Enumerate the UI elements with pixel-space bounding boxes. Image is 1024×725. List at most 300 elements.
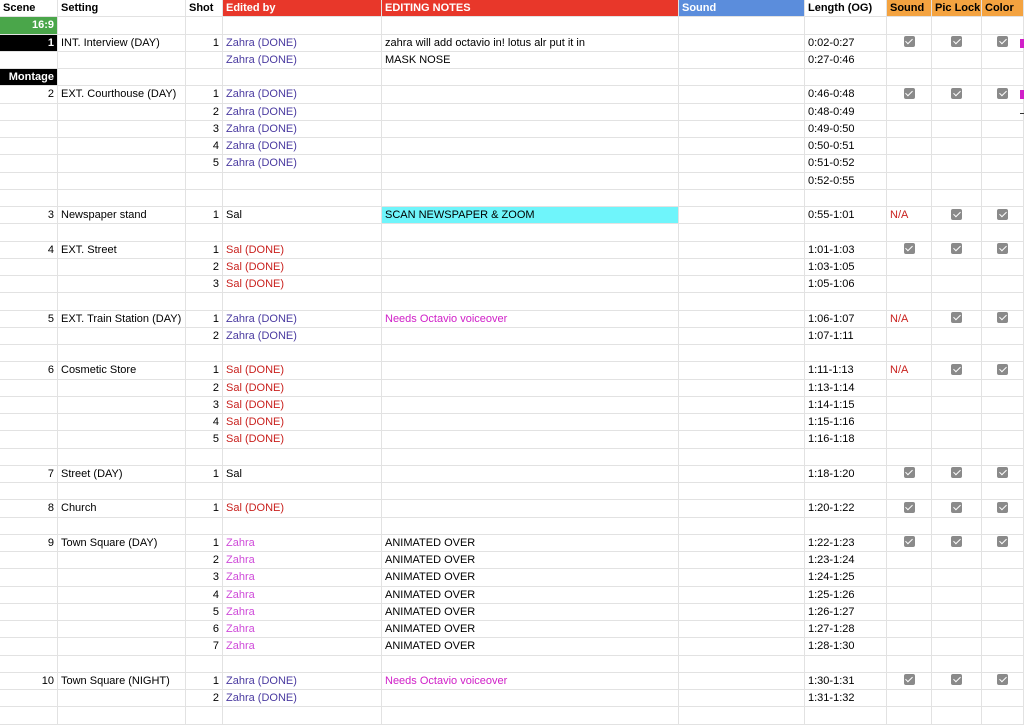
sound-cell[interactable] (887, 431, 932, 448)
sound-cell[interactable] (887, 707, 932, 724)
pic-lock-cell[interactable] (932, 104, 982, 121)
shot-number-cell[interactable] (186, 518, 223, 535)
setting-cell[interactable] (58, 259, 186, 276)
scene-number-cell[interactable] (0, 397, 58, 414)
setting-cell[interactable] (58, 138, 186, 155)
pic-lock-cell[interactable] (932, 466, 982, 483)
length-cell[interactable]: 0:51-0:52 (805, 155, 887, 172)
header-sound[interactable]: Sound (887, 0, 932, 17)
sound-cell[interactable] (887, 518, 932, 535)
sound-notes-cell[interactable] (679, 604, 805, 621)
edited-by-cell[interactable]: Sal (DONE) (223, 397, 382, 414)
length-cell[interactable]: 1:27-1:28 (805, 621, 887, 638)
sound-cell[interactable] (887, 449, 932, 466)
shot-number-cell[interactable]: 1 (186, 35, 223, 52)
color-cell[interactable] (982, 362, 1024, 379)
editing-notes-cell[interactable] (382, 121, 679, 138)
pic-lock-cell[interactable] (932, 690, 982, 707)
setting-cell[interactable] (58, 638, 186, 655)
scene-number-cell[interactable] (0, 345, 58, 362)
shot-number-cell[interactable]: 2 (186, 259, 223, 276)
pic-lock-cell[interactable] (932, 431, 982, 448)
sound-cell[interactable] (887, 483, 932, 500)
scene-number-cell[interactable]: 2 (0, 86, 58, 103)
sound-notes-cell[interactable] (679, 259, 805, 276)
editing-notes-cell[interactable] (382, 431, 679, 448)
sound-notes-cell[interactable] (679, 104, 805, 121)
color-cell[interactable] (982, 466, 1024, 483)
header-length[interactable]: Length (OG) (805, 0, 887, 17)
pic-lock-checkbox[interactable] (951, 88, 962, 99)
sound-cell[interactable]: N/A (887, 362, 932, 379)
sound-notes-cell[interactable] (679, 52, 805, 69)
scene-number-cell[interactable] (0, 431, 58, 448)
length-cell[interactable]: 0:46-0:48 (805, 86, 887, 103)
scene-number-cell[interactable] (0, 138, 58, 155)
shot-number-cell[interactable]: 1 (186, 673, 223, 690)
group-tag-label[interactable]: 16:9 (0, 17, 58, 34)
edited-by-cell[interactable]: Sal (223, 207, 382, 224)
length-cell[interactable]: 1:30-1:31 (805, 673, 887, 690)
setting-cell[interactable] (58, 656, 186, 673)
color-cell[interactable] (982, 483, 1024, 500)
editing-notes-cell[interactable]: ANIMATED OVER (382, 535, 679, 552)
length-cell[interactable]: 1:31-1:32 (805, 690, 887, 707)
setting-cell[interactable] (58, 121, 186, 138)
empty-cell[interactable] (58, 69, 186, 86)
sound-checkbox[interactable] (904, 502, 915, 513)
sound-cell[interactable] (887, 690, 932, 707)
color-cell[interactable] (982, 259, 1024, 276)
shot-number-cell[interactable]: 1 (186, 311, 223, 328)
edited-by-cell[interactable]: Zahra (DONE) (223, 138, 382, 155)
pic-lock-cell[interactable] (932, 604, 982, 621)
pic-lock-cell[interactable] (932, 173, 982, 190)
sound-cell[interactable] (887, 397, 932, 414)
editing-notes-cell[interactable]: ANIMATED OVER (382, 552, 679, 569)
setting-cell[interactable] (58, 328, 186, 345)
shot-number-cell[interactable]: 1 (186, 86, 223, 103)
length-cell[interactable]: 0:52-0:55 (805, 173, 887, 190)
editing-notes-cell[interactable] (382, 449, 679, 466)
color-checkbox[interactable] (997, 312, 1008, 323)
pic-lock-cell[interactable] (932, 673, 982, 690)
edited-by-cell[interactable]: Sal (DONE) (223, 380, 382, 397)
sound-checkbox[interactable] (904, 243, 915, 254)
sound-cell[interactable] (887, 35, 932, 52)
edited-by-cell[interactable]: Zahra (DONE) (223, 52, 382, 69)
scene-number-cell[interactable] (0, 483, 58, 500)
sound-notes-cell[interactable] (679, 86, 805, 103)
sound-cell[interactable] (887, 345, 932, 362)
scene-number-cell[interactable] (0, 621, 58, 638)
shot-number-cell[interactable] (186, 173, 223, 190)
sound-notes-cell[interactable] (679, 242, 805, 259)
scene-number-cell[interactable] (0, 638, 58, 655)
scene-number-cell[interactable] (0, 518, 58, 535)
edited-by-cell[interactable]: Zahra (DONE) (223, 690, 382, 707)
empty-cell[interactable] (58, 17, 186, 34)
sound-cell[interactable] (887, 190, 932, 207)
editing-notes-cell[interactable] (382, 173, 679, 190)
length-cell[interactable]: 1:06-1:07 (805, 311, 887, 328)
header-sound-notes[interactable]: Sound (679, 0, 805, 17)
scene-number-cell[interactable] (0, 52, 58, 69)
sound-notes-cell[interactable] (679, 587, 805, 604)
sound-cell[interactable] (887, 656, 932, 673)
editing-notes-cell[interactable]: SCAN NEWSPAPER & ZOOM (382, 207, 679, 224)
color-cell[interactable] (982, 604, 1024, 621)
sound-cell[interactable] (887, 500, 932, 517)
color-cell[interactable] (982, 414, 1024, 431)
color-cell[interactable] (982, 397, 1024, 414)
shot-number-cell[interactable]: 4 (186, 414, 223, 431)
empty-cell[interactable] (223, 69, 382, 86)
empty-cell[interactable] (679, 17, 805, 34)
pic-lock-cell[interactable] (932, 276, 982, 293)
sound-notes-cell[interactable] (679, 345, 805, 362)
pic-lock-cell[interactable] (932, 483, 982, 500)
length-cell[interactable] (805, 518, 887, 535)
editing-notes-cell[interactable] (382, 259, 679, 276)
pic-lock-cell[interactable] (932, 35, 982, 52)
empty-cell[interactable] (932, 69, 982, 86)
empty-cell[interactable] (382, 17, 679, 34)
sound-notes-cell[interactable] (679, 638, 805, 655)
pic-lock-cell[interactable] (932, 707, 982, 724)
sound-cell[interactable] (887, 380, 932, 397)
length-cell[interactable] (805, 707, 887, 724)
sound-notes-cell[interactable] (679, 518, 805, 535)
color-cell[interactable] (982, 207, 1024, 224)
length-cell[interactable]: 1:16-1:18 (805, 431, 887, 448)
sound-cell[interactable] (887, 414, 932, 431)
sound-checkbox[interactable] (904, 88, 915, 99)
empty-cell[interactable] (223, 17, 382, 34)
empty-cell[interactable] (679, 69, 805, 86)
color-cell[interactable] (982, 242, 1024, 259)
pic-lock-cell[interactable] (932, 345, 982, 362)
shot-number-cell[interactable] (186, 483, 223, 500)
color-cell[interactable] (982, 104, 1024, 121)
shot-number-cell[interactable]: 7 (186, 638, 223, 655)
shot-number-cell[interactable]: 1 (186, 242, 223, 259)
scene-number-cell[interactable] (0, 104, 58, 121)
empty-cell[interactable] (932, 17, 982, 34)
sound-cell[interactable] (887, 276, 932, 293)
editing-notes-cell[interactable] (382, 328, 679, 345)
color-cell[interactable] (982, 155, 1024, 172)
pic-lock-cell[interactable] (932, 207, 982, 224)
setting-cell[interactable]: EXT. Street (58, 242, 186, 259)
pic-lock-checkbox[interactable] (951, 36, 962, 47)
pic-lock-cell[interactable] (932, 380, 982, 397)
sound-notes-cell[interactable] (679, 690, 805, 707)
shot-number-cell[interactable] (186, 656, 223, 673)
editing-notes-cell[interactable] (382, 466, 679, 483)
color-cell[interactable] (982, 587, 1024, 604)
pic-lock-cell[interactable] (932, 328, 982, 345)
pic-lock-cell[interactable] (932, 311, 982, 328)
shot-number-cell[interactable]: 2 (186, 380, 223, 397)
sound-cell[interactable]: N/A (887, 311, 932, 328)
color-checkbox[interactable] (997, 88, 1008, 99)
shot-number-cell[interactable]: 1 (186, 466, 223, 483)
setting-cell[interactable] (58, 569, 186, 586)
color-cell[interactable] (982, 431, 1024, 448)
editing-notes-cell[interactable] (382, 155, 679, 172)
length-cell[interactable] (805, 293, 887, 310)
setting-cell[interactable]: INT. Interview (DAY) (58, 35, 186, 52)
length-cell[interactable] (805, 483, 887, 500)
sound-cell[interactable] (887, 155, 932, 172)
shot-number-cell[interactable] (186, 707, 223, 724)
editing-notes-cell[interactable] (382, 86, 679, 103)
sound-cell[interactable] (887, 587, 932, 604)
edited-by-cell[interactable]: Sal (DONE) (223, 414, 382, 431)
color-checkbox[interactable] (997, 36, 1008, 47)
setting-cell[interactable] (58, 414, 186, 431)
edited-by-cell[interactable] (223, 173, 382, 190)
pic-lock-cell[interactable] (932, 86, 982, 103)
sound-notes-cell[interactable] (679, 431, 805, 448)
length-cell[interactable] (805, 656, 887, 673)
setting-cell[interactable]: Street (DAY) (58, 466, 186, 483)
pic-lock-cell[interactable] (932, 500, 982, 517)
editing-notes-cell[interactable] (382, 138, 679, 155)
color-cell[interactable] (982, 293, 1024, 310)
color-cell[interactable] (982, 311, 1024, 328)
color-cell[interactable] (982, 86, 1024, 103)
length-cell[interactable]: 0:55-1:01 (805, 207, 887, 224)
shot-number-cell[interactable] (186, 224, 223, 241)
color-checkbox[interactable] (997, 243, 1008, 254)
sound-notes-cell[interactable] (679, 466, 805, 483)
shot-number-cell[interactable]: 4 (186, 587, 223, 604)
shot-number-cell[interactable]: 1 (186, 362, 223, 379)
length-cell[interactable]: 1:25-1:26 (805, 587, 887, 604)
pic-lock-cell[interactable] (932, 656, 982, 673)
editing-notes-cell[interactable]: ANIMATED OVER (382, 587, 679, 604)
length-cell[interactable] (805, 224, 887, 241)
pic-lock-cell[interactable] (932, 587, 982, 604)
sound-notes-cell[interactable] (679, 569, 805, 586)
edited-by-cell[interactable] (223, 449, 382, 466)
editing-notes-cell[interactable] (382, 414, 679, 431)
editing-notes-cell[interactable]: ANIMATED OVER (382, 604, 679, 621)
editing-notes-cell[interactable] (382, 242, 679, 259)
shot-number-cell[interactable]: 3 (186, 569, 223, 586)
setting-cell[interactable] (58, 52, 186, 69)
sound-notes-cell[interactable] (679, 35, 805, 52)
editing-notes-cell[interactable]: MASK NOSE (382, 52, 679, 69)
setting-cell[interactable] (58, 431, 186, 448)
editing-notes-cell[interactable] (382, 397, 679, 414)
shot-number-cell[interactable] (186, 449, 223, 466)
editing-notes-cell[interactable] (382, 104, 679, 121)
pic-lock-checkbox[interactable] (951, 467, 962, 478)
editing-notes-cell[interactable]: Needs Octavio voiceover (382, 673, 679, 690)
editing-notes-cell[interactable] (382, 483, 679, 500)
scene-number-cell[interactable] (0, 656, 58, 673)
scene-number-cell[interactable] (0, 259, 58, 276)
pic-lock-cell[interactable] (932, 293, 982, 310)
sound-cell[interactable] (887, 242, 932, 259)
sound-cell[interactable] (887, 121, 932, 138)
length-cell[interactable]: 1:01-1:03 (805, 242, 887, 259)
color-cell[interactable] (982, 224, 1024, 241)
setting-cell[interactable]: Newspaper stand (58, 207, 186, 224)
setting-cell[interactable] (58, 104, 186, 121)
sound-notes-cell[interactable] (679, 397, 805, 414)
header-shot[interactable]: Shot (186, 0, 223, 17)
sound-notes-cell[interactable] (679, 190, 805, 207)
scene-number-cell[interactable] (0, 569, 58, 586)
sound-notes-cell[interactable] (679, 328, 805, 345)
scene-number-cell[interactable]: 9 (0, 535, 58, 552)
pic-lock-cell[interactable] (932, 638, 982, 655)
edited-by-cell[interactable]: Zahra (223, 587, 382, 604)
setting-cell[interactable]: EXT. Courthouse (DAY) (58, 86, 186, 103)
pic-lock-cell[interactable] (932, 138, 982, 155)
header-pic-lock[interactable]: Pic Lock (932, 0, 982, 17)
empty-cell[interactable] (382, 69, 679, 86)
sound-cell[interactable] (887, 552, 932, 569)
pic-lock-cell[interactable] (932, 397, 982, 414)
editing-notes-cell[interactable]: ANIMATED OVER (382, 621, 679, 638)
length-cell[interactable]: 0:02-0:27 (805, 35, 887, 52)
sound-cell[interactable] (887, 224, 932, 241)
sound-notes-cell[interactable] (679, 155, 805, 172)
pic-lock-checkbox[interactable] (951, 502, 962, 513)
scene-number-cell[interactable] (0, 276, 58, 293)
length-cell[interactable]: 1:26-1:27 (805, 604, 887, 621)
setting-cell[interactable] (58, 587, 186, 604)
edited-by-cell[interactable]: Zahra (DONE) (223, 104, 382, 121)
length-cell[interactable]: 0:48-0:49 (805, 104, 887, 121)
edited-by-cell[interactable]: Zahra (223, 604, 382, 621)
setting-cell[interactable] (58, 293, 186, 310)
pic-lock-cell[interactable] (932, 121, 982, 138)
color-cell[interactable] (982, 138, 1024, 155)
editing-notes-cell[interactable] (382, 380, 679, 397)
sound-checkbox[interactable] (904, 536, 915, 547)
setting-cell[interactable] (58, 276, 186, 293)
edited-by-cell[interactable]: Zahra (DONE) (223, 35, 382, 52)
color-cell[interactable] (982, 518, 1024, 535)
shot-number-cell[interactable]: 5 (186, 155, 223, 172)
editing-notes-cell[interactable] (382, 224, 679, 241)
pic-lock-cell[interactable] (932, 449, 982, 466)
color-cell[interactable] (982, 328, 1024, 345)
setting-cell[interactable] (58, 552, 186, 569)
setting-cell[interactable] (58, 397, 186, 414)
color-cell[interactable] (982, 345, 1024, 362)
edited-by-cell[interactable]: Sal (DONE) (223, 242, 382, 259)
shot-number-cell[interactable] (186, 345, 223, 362)
color-checkbox[interactable] (997, 502, 1008, 513)
shot-number-cell[interactable]: 5 (186, 604, 223, 621)
pic-lock-cell[interactable] (932, 518, 982, 535)
sound-notes-cell[interactable] (679, 362, 805, 379)
setting-cell[interactable]: EXT. Train Station (DAY) (58, 311, 186, 328)
sound-notes-cell[interactable] (679, 173, 805, 190)
empty-cell[interactable] (982, 69, 1024, 86)
setting-cell[interactable] (58, 155, 186, 172)
length-cell[interactable]: 1:18-1:20 (805, 466, 887, 483)
editing-notes-cell[interactable] (382, 276, 679, 293)
pic-lock-cell[interactable] (932, 535, 982, 552)
color-cell[interactable] (982, 380, 1024, 397)
color-checkbox[interactable] (997, 467, 1008, 478)
pic-lock-cell[interactable] (932, 362, 982, 379)
header-setting[interactable]: Setting (58, 0, 186, 17)
edited-by-cell[interactable] (223, 483, 382, 500)
shot-number-cell[interactable]: 1 (186, 535, 223, 552)
sound-cell[interactable] (887, 535, 932, 552)
sound-cell[interactable] (887, 293, 932, 310)
edited-by-cell[interactable]: Zahra (DONE) (223, 673, 382, 690)
pic-lock-cell[interactable] (932, 259, 982, 276)
color-cell[interactable] (982, 449, 1024, 466)
sound-cell[interactable]: N/A (887, 207, 932, 224)
scene-number-cell[interactable]: 1 (0, 35, 58, 52)
sound-notes-cell[interactable] (679, 207, 805, 224)
empty-cell[interactable] (982, 17, 1024, 34)
editing-notes-cell[interactable]: Needs Octavio voiceover (382, 311, 679, 328)
color-checkbox[interactable] (997, 674, 1008, 685)
scene-number-cell[interactable] (0, 604, 58, 621)
header-edited-by[interactable]: Edited by (223, 0, 382, 17)
edited-by-cell[interactable] (223, 224, 382, 241)
color-cell[interactable] (982, 638, 1024, 655)
shot-number-cell[interactable] (186, 190, 223, 207)
scene-number-cell[interactable]: 7 (0, 466, 58, 483)
sound-cell[interactable] (887, 638, 932, 655)
color-cell[interactable] (982, 276, 1024, 293)
scene-number-cell[interactable] (0, 587, 58, 604)
setting-cell[interactable] (58, 345, 186, 362)
pic-lock-checkbox[interactable] (951, 243, 962, 254)
pic-lock-checkbox[interactable] (951, 312, 962, 323)
length-cell[interactable]: 1:13-1:14 (805, 380, 887, 397)
editing-notes-cell[interactable] (382, 190, 679, 207)
editing-notes-cell[interactable] (382, 656, 679, 673)
length-cell[interactable]: 1:15-1:16 (805, 414, 887, 431)
scene-number-cell[interactable] (0, 121, 58, 138)
color-cell[interactable] (982, 190, 1024, 207)
setting-cell[interactable] (58, 621, 186, 638)
sound-checkbox[interactable] (904, 674, 915, 685)
sound-notes-cell[interactable] (679, 224, 805, 241)
color-cell[interactable] (982, 121, 1024, 138)
shot-number-cell[interactable]: 3 (186, 276, 223, 293)
sound-notes-cell[interactable] (679, 293, 805, 310)
color-cell[interactable] (982, 535, 1024, 552)
setting-cell[interactable] (58, 173, 186, 190)
length-cell[interactable]: 1:24-1:25 (805, 569, 887, 586)
edited-by-cell[interactable]: Zahra (DONE) (223, 121, 382, 138)
shot-number-cell[interactable]: 2 (186, 690, 223, 707)
scene-number-cell[interactable]: 4 (0, 242, 58, 259)
empty-cell[interactable] (186, 69, 223, 86)
length-cell[interactable] (805, 190, 887, 207)
pic-lock-checkbox[interactable] (951, 536, 962, 547)
setting-cell[interactable] (58, 224, 186, 241)
header-color[interactable]: Color (982, 0, 1024, 17)
edited-by-cell[interactable] (223, 293, 382, 310)
sound-cell[interactable] (887, 673, 932, 690)
